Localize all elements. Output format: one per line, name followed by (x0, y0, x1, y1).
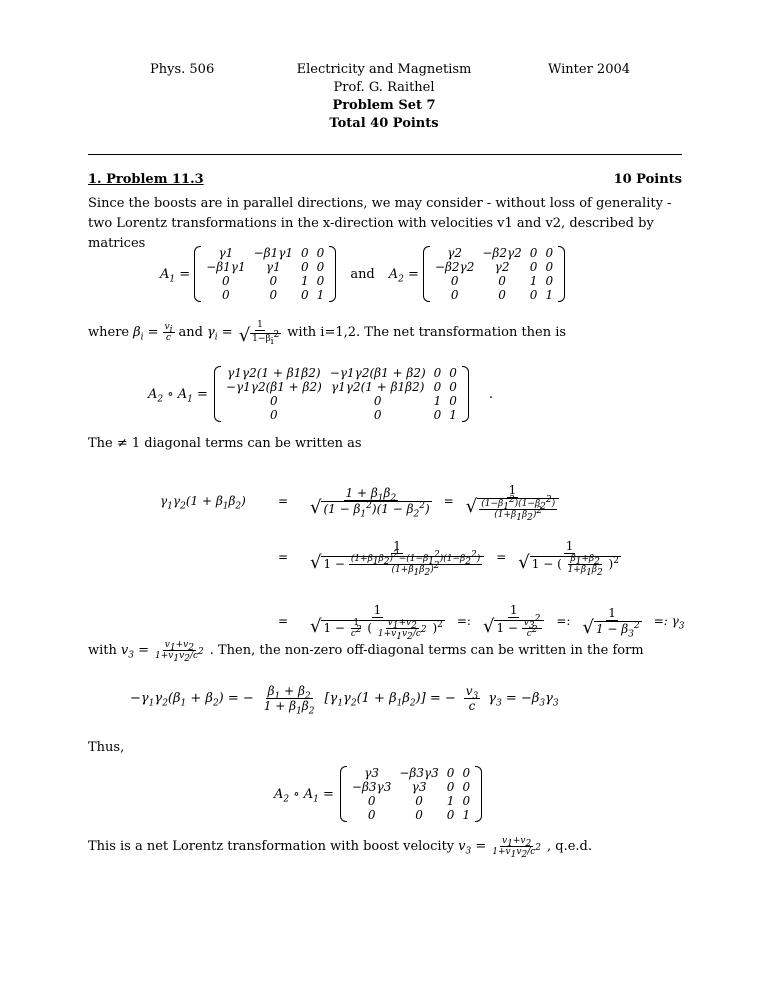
matrix-cell: 0 (449, 394, 457, 408)
matrix-a1 (194, 246, 336, 302)
matrix-cell: 0 (545, 260, 554, 274)
definitions-line: where $\beta_i$ = $\frac{v_i}{c}$ and $\gamma_i$ = 1 √ $1-\beta_i^2$ with i=1,2. The net transformation then is (88, 320, 566, 344)
matrix-cell: 0 (301, 246, 309, 260)
matrix-cell: 1 (449, 408, 457, 422)
total-points: Total 40 Points (329, 116, 439, 131)
matrix-cell: 0 (529, 246, 538, 260)
matrix-cell: −β3γ3 (351, 780, 392, 794)
matrix-cell: γ1γ2(1 + β1β2) (227, 366, 321, 380)
problem-set: Problem Set 7 (332, 98, 436, 113)
matrix-cell: 1 (529, 274, 538, 288)
matrix-cell: γ1γ2(1 + β1β2) (330, 380, 425, 394)
matrix-cell: 0 (450, 274, 459, 288)
matrix-cell: 0 (446, 766, 455, 780)
term-label: Winter 2004 (548, 62, 631, 77)
and-word: and (350, 266, 375, 282)
matrix-cell: 1 (446, 794, 455, 808)
matrix-cell: 0 (316, 260, 325, 274)
matrix-cell: 0 (462, 766, 471, 780)
v3-definition: with $v_3$ = $\frac{v_1+v_2}{1+v_1v_2/c^2}$ . Then, the non-zero off-diagonal terms can be written in the form (88, 640, 644, 664)
course-title: Electricity and Magnetism (296, 62, 472, 77)
matrix-result (340, 766, 482, 822)
matrix-cell: 0 (316, 246, 325, 260)
matrix-cell: γ2 (447, 246, 463, 260)
matrix-cell: 0 (446, 808, 455, 822)
matrix-cell: 0 (222, 288, 230, 302)
matrix-cell: 1 (316, 288, 325, 302)
matrix-cell: 0 (449, 380, 457, 394)
matrix-cell: 0 (269, 274, 278, 288)
matrix-cell: −β3γ3 (399, 766, 439, 780)
thus-text: Thus, (88, 740, 125, 755)
course-label: Phys. 506 (150, 62, 215, 77)
matrix-cell: 1 (433, 394, 442, 408)
matrix-cell: 0 (545, 246, 554, 260)
matrix-cell: 0 (316, 274, 325, 288)
matrix-cell: 0 (545, 274, 554, 288)
matrix-cell: 0 (269, 288, 278, 302)
matrix-cell: 0 (301, 260, 309, 274)
offdiagonal-equation: $-\gamma_1\gamma_2(\beta_1 + \beta_2)$ = − $\frac{\beta_1 + \beta_2}{1 + \beta_1\beta_2}$ $[\gamma_1\gamma_2(1 + \beta_1\beta_2)]$ = − $\frac{v_3}{c}$ $\gamma_3 = -\beta_3\gamma_3$ (130, 684, 559, 717)
matrix-cell: 0 (433, 366, 442, 380)
matrix-cell: 0 (433, 408, 442, 422)
matrix-cell: 0 (415, 808, 423, 822)
matrix-cell: −β2γ2 (482, 246, 522, 260)
matrix-equations: $A_1$ = γ1 −β1γ1 0 0 −β1γ1 γ1 0 0 0 0 1 0 0 0 0 1 and $A_2$ = γ2 −β2γ2 0 0 −β2γ2 γ2 0 0 0 0 1 0 0 0 0 1 (160, 246, 565, 302)
matrix-cell: 0 (222, 274, 230, 288)
derivation: $\gamma_1\gamma_2(1 + \beta_1\beta_2)$ = $1 + \beta_1\beta_2$ √ $(1 - \beta_1^2)(1 - \beta_2^2)$ = 1 √ $\frac{(1-\beta_1^2)(1-\beta_2^2)}{(1+\beta_1\beta_2)^2}$ = 1 √ 1 − $\frac{(1+\beta_1\beta_2)^2-(1-\beta_1^2)(1-\beta_2^2)}{(1+\beta_1\beta_2)^2}$ = 1 √ 1 − ( $\frac{\beta_1+\beta_2}{1+\beta_1\beta_2}$ )$^2$ = 1 √ 1 − $\frac{1}{c^2}$ ( $\frac{v_1+v_2}{1+v_1v_2/c^2}$ )$^2$ =: 1 √ 1 − $\frac{v_3^2}{c^2}$ =: 1 √ $1 - \beta_3^2$ =: $\gamma_3$ (160, 476, 685, 654)
matrix-cell: γ3 (411, 780, 427, 794)
product-equation: $A_2$ ∘ $A_1$ = γ1γ2(1 + β1β2) −γ1γ2(β1 + β2) 0 0 −γ1γ2(β1 + β2) γ1γ2(1 + β1β2) 0 0 0 0 1 0 0 0 0 1 . (148, 366, 494, 422)
matrix-cell: 0 (529, 260, 538, 274)
professor: Prof. G. Raithel (333, 80, 435, 95)
matrix-cell: 1 (545, 288, 554, 302)
diagonal-text: The ≠ 1 diagonal terms can be written as (88, 436, 362, 451)
matrix-cell: 1 (301, 274, 309, 288)
matrix-cell: 0 (301, 288, 309, 302)
matrix-cell: −γ1γ2(β1 + β2) (329, 366, 426, 380)
section-points: 10 Points (613, 172, 682, 187)
matrix-cell: 0 (373, 408, 382, 422)
matrix-product (214, 366, 469, 422)
intro-paragraph: Since the boosts are in parallel directions, we may consider - without loss of generality - two Lorentz transformations in the x-direction with velocities v1 and v2, described by matrices (88, 196, 672, 251)
matrix-cell: 0 (415, 794, 423, 808)
matrix-cell: 0 (446, 780, 455, 794)
matrix-cell: 0 (270, 408, 278, 422)
matrix-cell: −β1γ1 (253, 246, 294, 260)
matrix-cell: γ1 (218, 246, 234, 260)
matrix-cell: γ2 (494, 260, 510, 274)
matrix-cell: 0 (367, 808, 376, 822)
matrix-cell: γ1 (265, 260, 281, 274)
matrix-cell: −γ1γ2(β1 + β2) (225, 380, 322, 394)
matrix-cell: 0 (373, 394, 382, 408)
matrix-cell: 0 (462, 780, 471, 794)
matrix-cell: 0 (367, 794, 376, 808)
conclusion-line: This is a net Lorentz transformation with boost velocity $v_3$ = $\frac{v_1+v_2}{1+v_1v_2/c^2}$ , q.e.d. (88, 836, 592, 860)
matrix-cell: γ3 (364, 766, 380, 780)
matrix-a2 (423, 246, 565, 302)
matrix-cell: 1 (462, 808, 471, 822)
matrix-cell: 0 (449, 366, 457, 380)
divider (88, 154, 682, 155)
matrix-cell: 0 (529, 288, 538, 302)
section-title: 1. Problem 11.3 (88, 172, 204, 187)
matrix-cell: 0 (498, 288, 506, 302)
matrix-cell: −β1γ1 (206, 260, 246, 274)
matrix-cell: 0 (462, 794, 471, 808)
result-equation: $A_2$ ∘ $A_1$ = γ3 −β3γ3 0 0 −β3γ3 γ3 0 0 0 0 1 0 0 0 0 1 (274, 766, 482, 822)
matrix-cell: 0 (433, 380, 442, 394)
matrix-cell: −β2γ2 (434, 260, 475, 274)
matrix-cell: 0 (498, 274, 506, 288)
matrix-cell: 0 (270, 394, 278, 408)
matrix-cell: 0 (450, 288, 459, 302)
